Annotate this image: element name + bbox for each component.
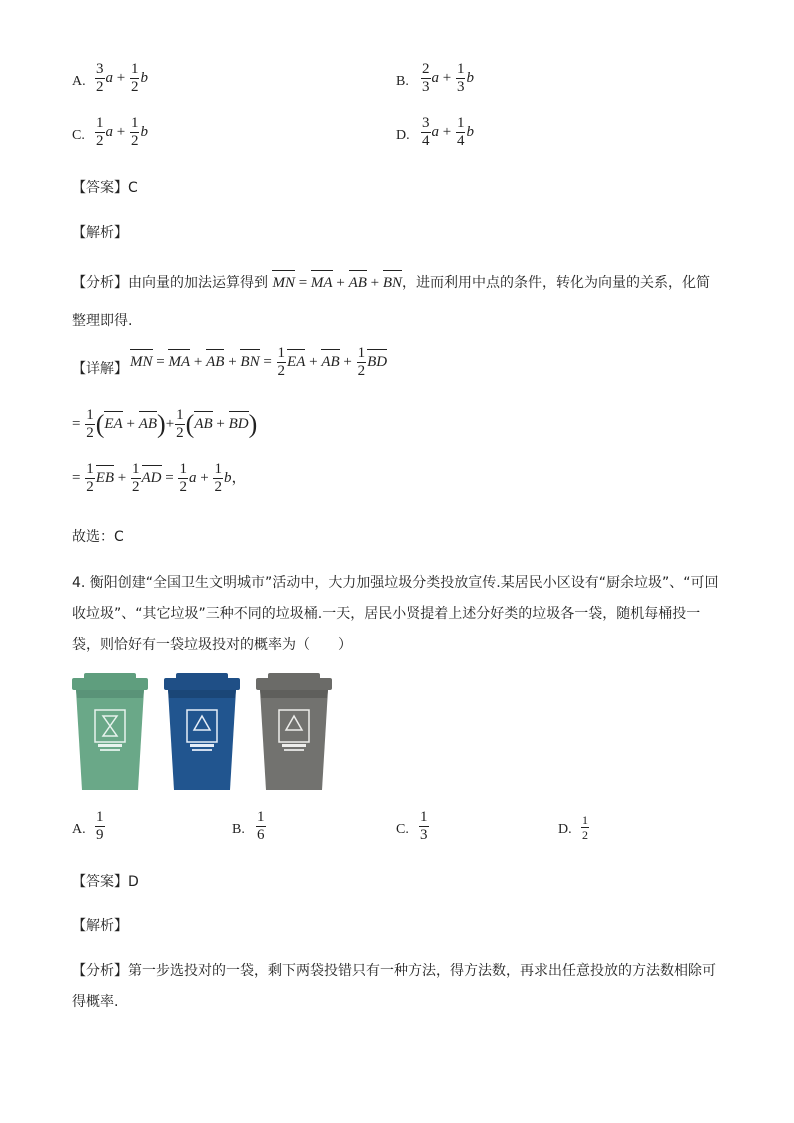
q4-option-d-value: $\frac{1}{2}$: [582, 813, 588, 842]
analysis-tag: 【分析】: [72, 963, 128, 979]
residual-waste-bin: [254, 672, 334, 792]
answer-q4: [72, 871, 139, 891]
jiexi-tag-q4: 【解析】: [72, 918, 128, 934]
question4-line1: 4. 衡阳创建“全国卫生文明城市”活动中，大力加强垃圾分类投放宣传.某居民小区设有“厨余垃圾”、“可回: [72, 575, 719, 591]
option-b-expr: $\frac{2}{3}$ a + $\frac{1}{3}$ b: [422, 61, 474, 95]
q4-option-b-value: $\frac{1}{6}$: [257, 809, 265, 843]
analysis-vector-eq: MN = MA + AB + BN: [272, 275, 403, 291]
analysis-q4-line2: 得概率.: [72, 994, 119, 1010]
analysis-text: 第一步选投对的一袋，剩下两袋投错只有一种方法，得方法数，再求出任意投放的方法数相除可: [128, 963, 716, 979]
answer-value: C: [128, 180, 138, 196]
recyclable-bin: [162, 672, 242, 792]
option-d-label: D.: [396, 128, 410, 143]
detail-eq-line3: = $\frac{1}{2}$ EB + $\frac{1}{2}$ AD = $\frac{1}{2}$ a + $\frac{1}{2}$ b，: [72, 461, 247, 495]
q4-option-a-label: A.: [72, 822, 86, 837]
option-d-expr: $\frac{3}{4}$ a + $\frac{1}{4}$ b: [422, 115, 474, 149]
question4-line2: 收垃圾”、“其它垃圾”三种不同的垃圾桶.一天，居民小贤提着上述分好类的垃圾各一袋，随机每桶投一: [72, 606, 701, 622]
detail-tag: 【详解】: [72, 361, 128, 377]
analysis-tag: 【分析】: [72, 275, 128, 291]
food-waste-bin: [70, 672, 150, 792]
choose-q3: 故选：C: [72, 529, 124, 545]
q4-option-c-label: C.: [396, 822, 409, 837]
option-c-expr: $\frac{1}{2}$ a + $\frac{1}{2}$ b: [96, 115, 148, 149]
option-c-label: C.: [72, 128, 85, 143]
answer-q3: [72, 177, 138, 197]
q4-option-c-value: $\frac{1}{3}$: [420, 809, 428, 843]
answer-tag: 【答案】: [72, 180, 128, 196]
q4-option-d-label: D.: [558, 822, 572, 837]
option-b-label: B.: [396, 74, 409, 89]
option-a-expr: $\frac{3}{2}$ a + $\frac{1}{2}$ b: [96, 61, 148, 95]
option-a-label: A.: [72, 74, 86, 89]
answer-value: D: [128, 874, 139, 890]
analysis-q3-line2: 整理即得.: [72, 313, 133, 329]
q4-option-a-value: $\frac{1}{9}$: [96, 809, 104, 843]
detail-eq-line1: MN = MA + AB + BN = $\frac{1}{2}$ EA + AB + $\frac{1}{2}$ BD: [130, 345, 388, 379]
jiexi-tag-q3: 【解析】: [72, 225, 128, 241]
analysis-q3-line1: [72, 272, 710, 292]
detail-eq-line2: = $\frac{1}{2}$ (EA + AB)+ $\frac{1}{2}$ (AB + BD): [72, 407, 258, 441]
q4-option-b-label: B.: [232, 822, 245, 837]
answer-tag: 【答案】: [72, 874, 128, 890]
analysis-q4-line1: [72, 960, 716, 980]
question4-line3: 袋，则恰好有一袋垃圾投对的概率为（ ）: [72, 637, 352, 653]
analysis-text-before: 由向量的加法运算得到: [128, 275, 268, 291]
analysis-text-after: ，进而利用中点的条件，转化为向量的关系，化简: [402, 275, 711, 291]
